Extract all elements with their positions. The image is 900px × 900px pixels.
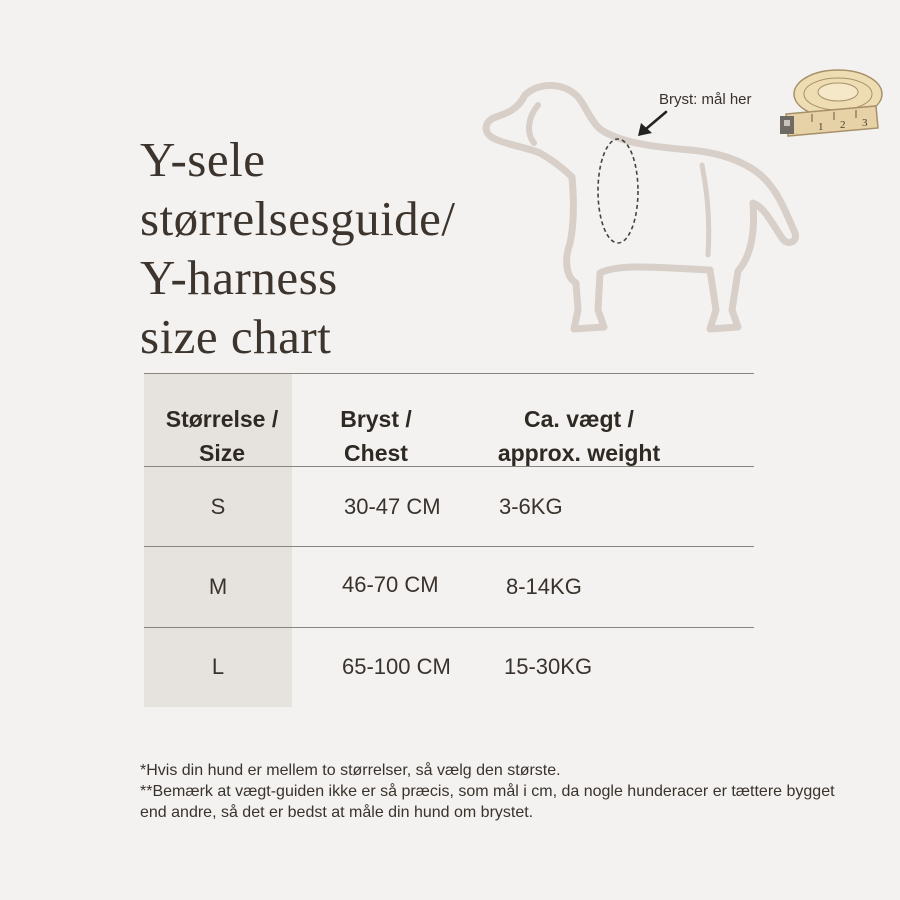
header-chest-line2: Chest bbox=[344, 440, 408, 466]
title-line: size chart bbox=[140, 309, 332, 364]
size-cell: S bbox=[210, 494, 226, 519]
weight-cell: 8-14KG bbox=[506, 574, 582, 599]
tape-number: 2 bbox=[840, 119, 846, 131]
row-divider bbox=[144, 627, 754, 628]
title-line: Y-harness bbox=[140, 250, 338, 305]
footnote: **Bemærk at vægt-guiden ikke er så præcis, som mål i cm, da nogle hunderacer er tættere bygget end andre, så det er bedst at måle din hund om brystet. bbox=[140, 783, 835, 821]
chest-cell: 30-47 CM bbox=[344, 494, 441, 519]
table-top-rule bbox=[144, 373, 754, 374]
chest-cell: 65-100 CM bbox=[342, 654, 451, 679]
footnote: *Hvis din hund er mellem to størrelser, så vælg den største. bbox=[140, 762, 561, 779]
chest-cell: 46-70 CM bbox=[342, 572, 439, 597]
header-chest bbox=[306, 402, 446, 470]
header-size-line1: Størrelse / bbox=[165, 406, 279, 432]
header-weight-line2: approx. weight bbox=[497, 440, 661, 466]
header-size-line2: Size bbox=[198, 440, 246, 466]
chest-measure-label: Bryst: mål her bbox=[659, 91, 752, 108]
header-weight bbox=[474, 402, 684, 470]
header-weight-line1: Ca. vægt / bbox=[524, 406, 634, 432]
weight-cell: 3-6KG bbox=[499, 494, 563, 519]
tape-number: 1 bbox=[818, 121, 824, 133]
page-title bbox=[140, 130, 456, 366]
size-cell: M bbox=[208, 574, 228, 599]
footnotes bbox=[140, 760, 850, 823]
weight-cell: 15-30KG bbox=[504, 654, 593, 679]
measuring-tape-icon bbox=[778, 62, 888, 142]
header-chest-line1: Bryst / bbox=[340, 406, 412, 432]
size-cell: L bbox=[211, 654, 225, 679]
title-line: Y-sele bbox=[140, 132, 266, 187]
arrow-icon bbox=[632, 108, 672, 140]
header-size bbox=[144, 402, 300, 470]
tape-number: 3 bbox=[862, 117, 868, 129]
row-divider bbox=[144, 546, 754, 547]
title-line: størrelsesguide/ bbox=[140, 191, 456, 246]
